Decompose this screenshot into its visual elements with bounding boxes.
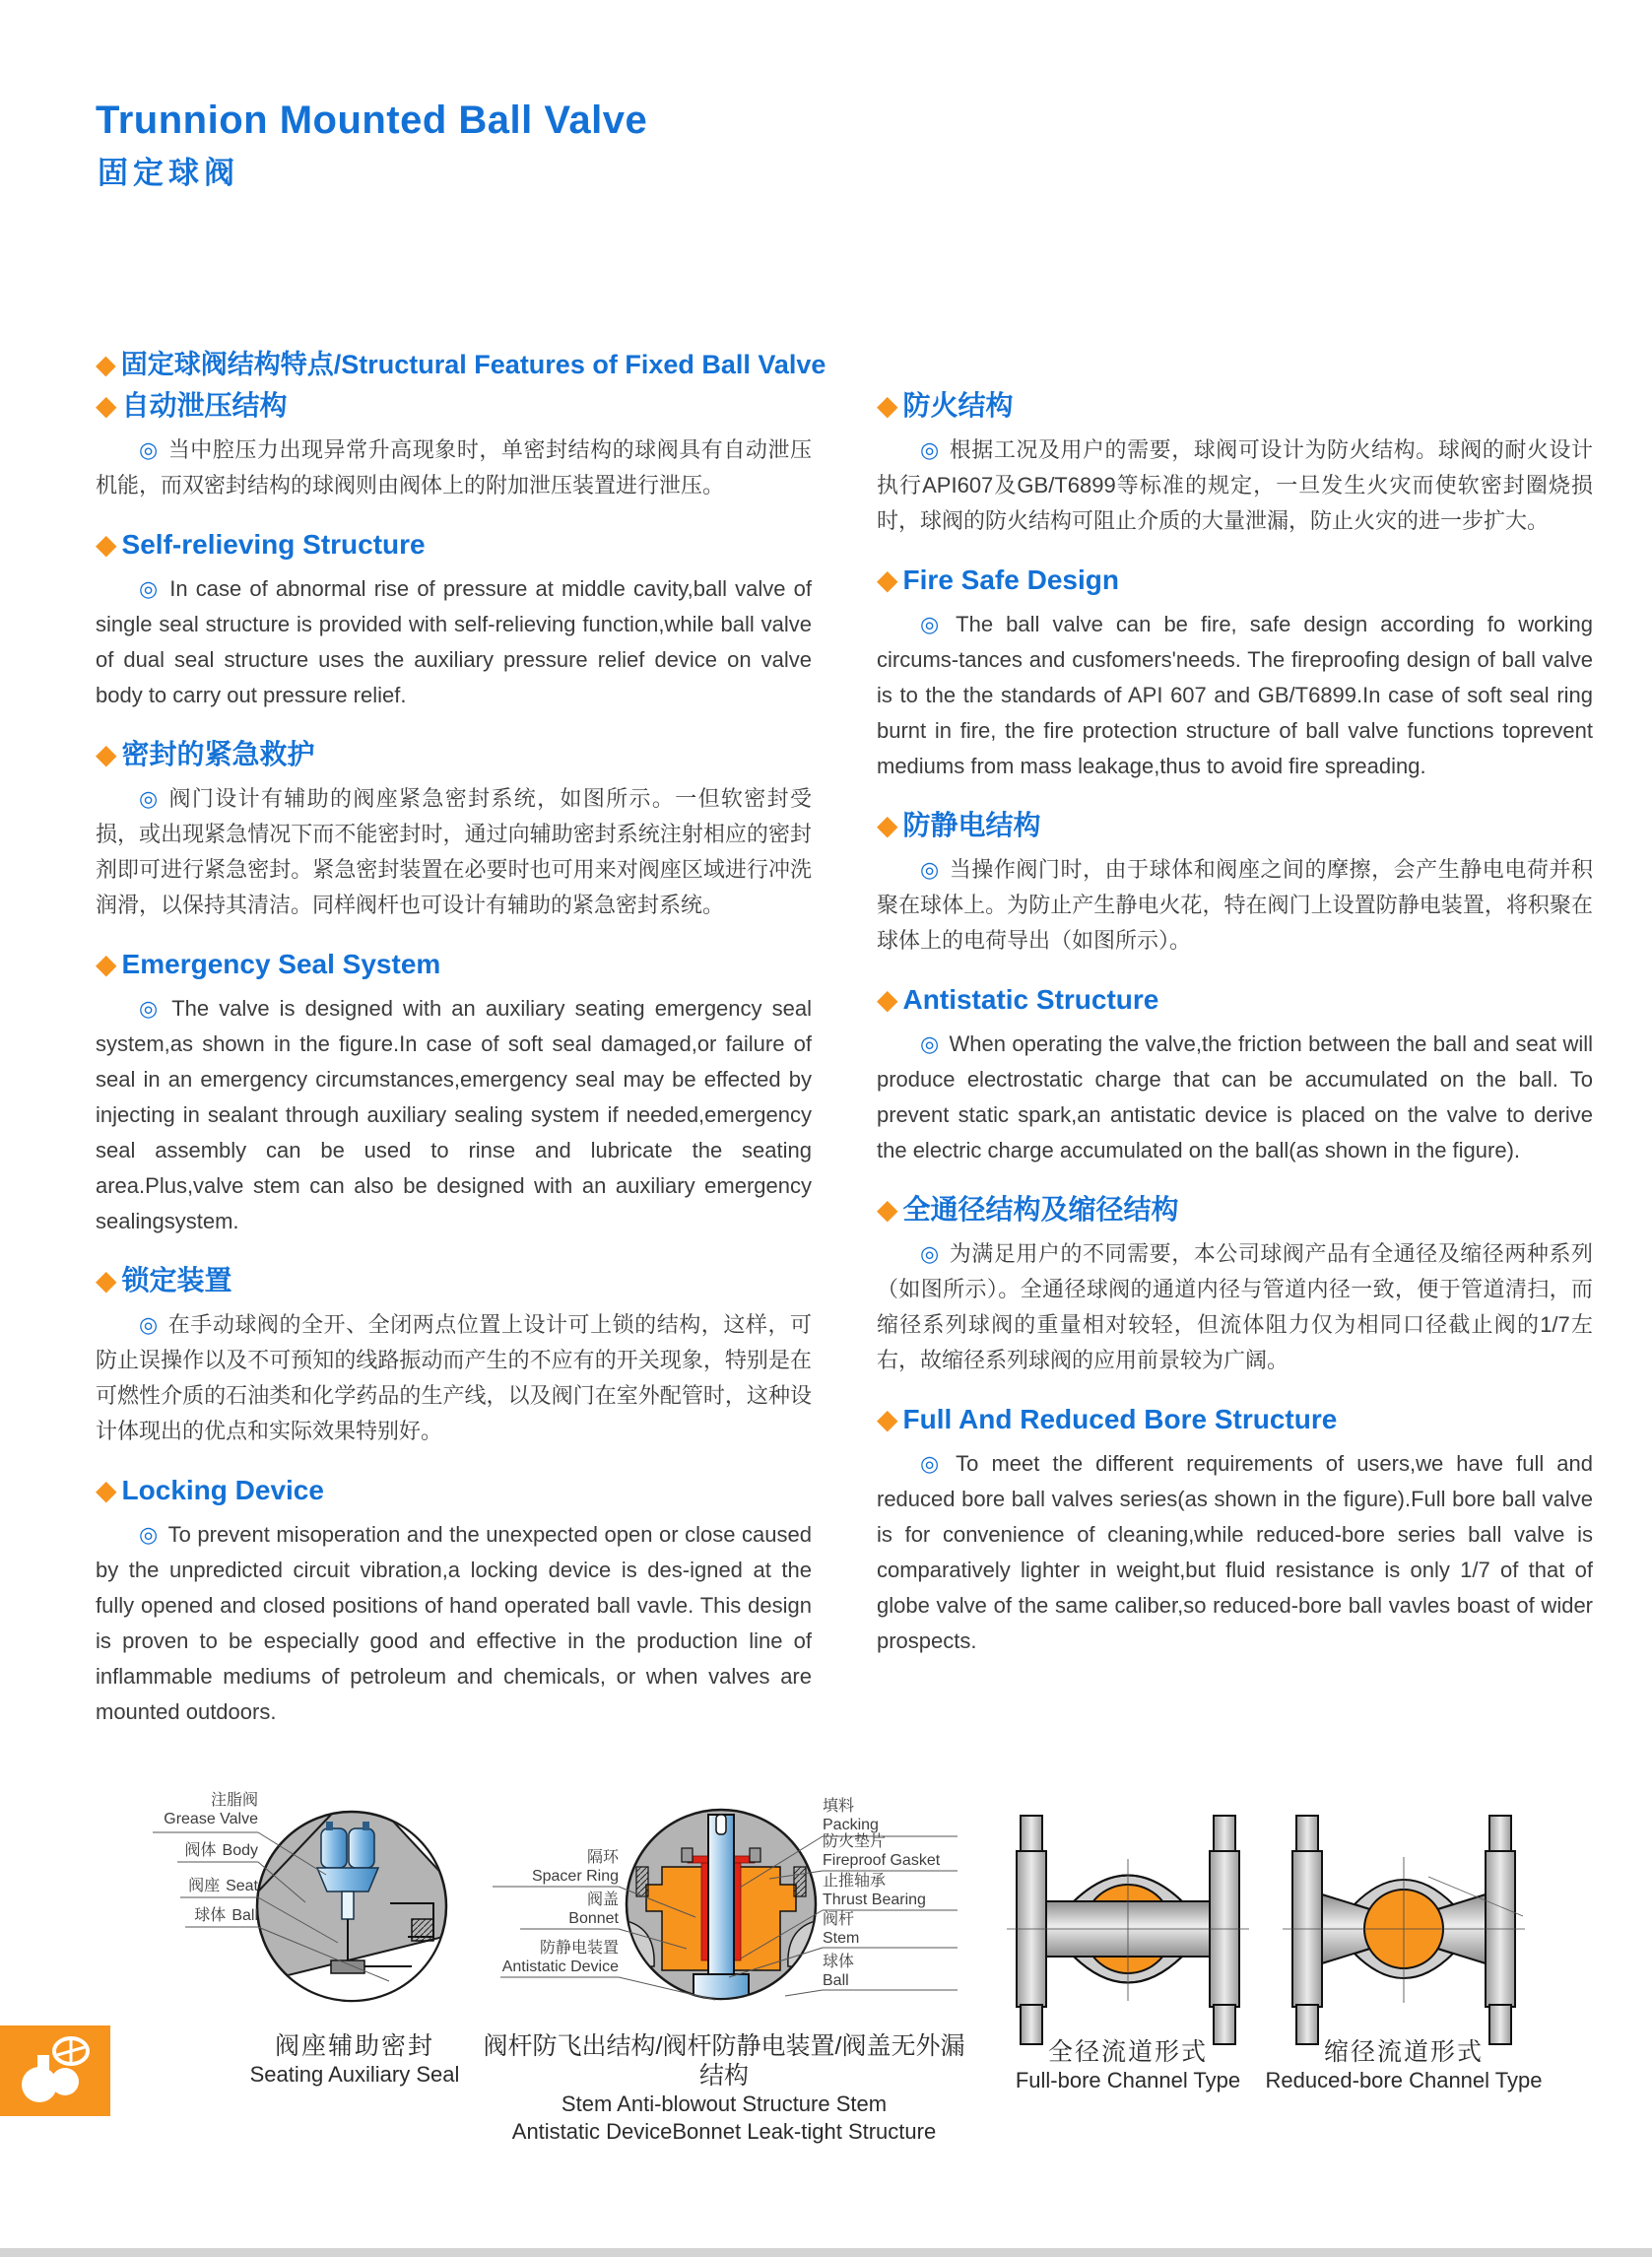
diamond-bullet-icon: ◆ [877,390,898,421]
caption-zh: 缩径流道形式 [1323,2038,1484,2066]
figure-caption [1251,2037,1556,2094]
feature-heading [96,529,812,561]
feature-paragraph-text: 当中腔压力出现异常升高现象时，单密封结构的球阀具有自动泄压机能，而双密封结构的球阀则由阀体上的附加泄压装置进行泄压。 [96,437,812,498]
paragraph-marker-icon: ◎ [920,612,947,636]
label-en: Ball [231,1907,258,1924]
reduced-bore-figure-svg [1281,1808,1527,2054]
paragraph-marker-icon: ◎ [139,576,161,601]
diamond-bullet-icon: ◆ [96,1475,117,1505]
paragraph-marker-icon: ◎ [139,786,160,811]
page-bottom-edge [0,2248,1652,2257]
figure-stem-structure [483,1773,965,2144]
feature-paragraph [96,1517,812,1730]
figure-caption [473,2031,975,2146]
feature-section-fire-safe-en [877,564,1593,784]
figure-reduced-bore [1265,1808,1543,2103]
feature-paragraph [877,1236,1593,1378]
feature-section-emergency-seal-en [96,949,812,1239]
feature-heading-text: 防静电结构 [902,810,1041,840]
feature-paragraph-text: The valve is designed with an auxiliary seating emergency seal system,as shown in the figure.In case of soft seal damaged,or failure of seal in an emergency circumstances,emergency seal may be effected by injecting in sealant through auxiliary sealing system if needed,emergency seal assembly can be used to rinse and lubricate the seating area.Plus,valve stem can also be designed with an auxiliary emergency sealingsystem. [96,996,812,1233]
diamond-bullet-icon: ◆ [877,1404,898,1434]
diamond-bullet-icon: ◆ [877,810,898,840]
caption-en: Reduced-bore Channel Type [1265,2068,1543,2092]
feature-paragraph [96,1307,812,1449]
feature-paragraph [96,571,812,713]
label-zh: 填料 [823,1798,855,1815]
label-en: Bonnet [568,1910,619,1927]
right-column [877,390,1593,1685]
feature-heading [96,390,812,422]
feature-paragraph [96,781,812,923]
label-en: Thrust Bearing [823,1892,926,1908]
feature-heading-text: Antistatic Structure [902,984,1159,1015]
feature-heading-text: 自动泄压结构 [121,390,288,421]
diamond-bullet-icon: ◆ [877,1194,898,1225]
label-en: Fireproof Gasket [823,1852,941,1869]
feature-paragraph-text: To prevent misoperation and the unexpected open or close caused by the unpredicted circuit vibration,a locking device is des-igned at the fully opened and closed positions of hand operated ball vavle. This design is proven to be especially good and effective in the production line of inflammable mediums of petroleum and chemicals, or when valves are mounted outdoors. [96,1522,812,1724]
feature-heading [877,984,1593,1016]
feature-paragraph-text: In case of abnormal rise of pressure at middle cavity,ball valve of single seal structure is provided with self-relieving function,while ball valve of dual seal structure uses the auxiliary pressure relief device on valve body to carry out pressure relief. [96,576,812,707]
label-zh: 防静电装置 [539,1940,619,1957]
label-grease-valve [99,1791,258,1828]
feature-section-locking-en [96,1475,812,1730]
feature-heading [96,1475,812,1506]
label-ball [823,1953,965,1990]
feature-paragraph [96,432,812,503]
feature-section-antistatic-en [877,984,1593,1168]
feature-heading [877,390,1593,422]
feature-section-self-relieving-zh [96,390,812,503]
paragraph-marker-icon: ◎ [920,1241,940,1266]
caption-en-line2: Antistatic DeviceBonnet Leak-tight Structure [511,2119,937,2144]
label-stem [823,1910,965,1948]
label-zh: 阀盖 [586,1892,619,1908]
diamond-bullet-icon: ◆ [877,564,898,595]
label-zh: 止推轴承 [823,1873,887,1890]
paragraph-marker-icon: ◎ [139,996,163,1021]
caption-en-line1: Stem Anti-blowout Structure Stem [561,2091,888,2116]
feature-heading-text: 锁定装置 [121,1265,232,1295]
feature-paragraph-text: The ball valve can be fire, safe design according fo working circums-tances and cusfomers'needs. The fireproofing design of ball valve is to the the standards of API 607 and GB/T6899.In case of soft seal ring burnt in fire, the fire protection structure of ball valve functions toprevent mediums from mass leakage,thus to avoid fire spreading. [877,612,1593,778]
full-bore-figure-svg [1005,1808,1251,2054]
feature-paragraph-text: To meet the different requirements of users,we have full and reduced bore ball valves series(as shown in the figure).Full bore ball valve is for convenience of cleaning,while reduced-bore series ball valve is comparatively lighter in weight,but fluid resistance is only 1/7 of that of globe valve of the same caliber,so reduced-bore ball vavles boast of wider prospects. [877,1451,1594,1653]
feature-paragraph-text: 阀门设计有辅助的阀座紧急密封系统，如图所示。一但软密封受损，或出现紧急情况下而不能密封时，通过向辅助密封系统注射相应的密封剂即可进行紧急密封。紧急密封装置在必要时也可用来对阀座区域进行冲洗润滑，以保持其清洁。同样阀杆也可设计有辅助的紧急密封系统。 [96,786,812,917]
label-zh: 隔环 [586,1849,619,1866]
feature-heading-text: 密封的紧急救护 [121,739,315,769]
left-column [96,390,812,1756]
figure-caption [975,2037,1281,2094]
feature-paragraph-text: When operating the valve,the friction between the ball and seat will produce electrostatic charge that can be accumulated on the ball. To prevent static spark,an antistatic device is placed on the valve to derive the electric charge accumulated on the ball(as shown in the figure). [877,1031,1593,1162]
feature-heading [877,810,1593,841]
figure-full-bore [1005,1808,1251,2103]
label-zh: 阀杆 [823,1911,855,1928]
feature-paragraph [877,607,1593,784]
paragraph-marker-icon: ◎ [139,1522,159,1547]
feature-section-fire-safe-zh [877,390,1593,539]
feature-heading [96,739,812,770]
feature-section-self-relieving-en [96,529,812,713]
feature-section-antistatic-zh [877,810,1593,959]
label-thrust-bearing [823,1872,965,1909]
label-ball [99,1906,258,1925]
feature-section-locking-zh [96,1265,812,1449]
ball-valve-logo-icon [0,2025,110,2121]
page-title-zh: 固定球阀 [98,156,239,190]
label-en: Seat [226,1878,258,1894]
diamond-bullet-icon: ◆ [96,739,117,769]
feature-paragraph [96,991,812,1239]
diamond-bullet-icon: ◆ [96,949,117,979]
paragraph-marker-icon: ◎ [920,437,940,462]
label-zh: 阀体 [184,1842,217,1859]
feature-heading-text: 防火结构 [902,390,1014,421]
feature-heading [877,1404,1593,1435]
label-en: Grease Valve [164,1811,258,1827]
caption-en: Full-bore Channel Type [1015,2068,1241,2092]
feature-heading [96,1265,812,1296]
label-seat [99,1877,258,1895]
page-title: Trunnion Mounted Ball Valve [96,99,648,142]
label-en: Stem [823,1930,860,1947]
diamond-bullet-icon: ◆ [96,390,117,421]
diamond-bullet-icon: ◆ [96,1265,117,1295]
label-zh: 注脂阀 [210,1792,258,1809]
feature-section-bore-en [877,1404,1593,1659]
label-bonnet [491,1891,619,1928]
feature-paragraph-text: 当操作阀门时，由于球体和阀座之间的摩擦，会产生静电电荷并积聚在球体上。为防止产生静电火花，特在阀门上设置防静电装置，将积聚在球体上的电荷导出（如图所示）。 [877,857,1593,953]
feature-paragraph [877,432,1593,539]
paragraph-marker-icon: ◎ [920,857,940,882]
feature-heading [96,949,812,980]
label-body [99,1841,258,1860]
label-zh: 球体 [823,1954,855,1970]
label-zh: 阀座 [188,1878,221,1894]
label-zh: 防火垫片 [823,1833,887,1850]
section-title-text: 固定球阀结构特点/Structural Features of Fixed Ball Valve [120,350,826,379]
caption-zh: 阀座辅助密封 [274,2032,434,2060]
label-en: Body [222,1842,258,1859]
figure-caption [207,2031,502,2089]
feature-paragraph [877,1027,1593,1168]
label-en: Ball [823,1972,849,1989]
caption-zh: 阀杆防飞出结构/阀杆防静电装置/阀盖无外漏结构 [483,2032,965,2090]
figure-seat-auxiliary-seal [99,1773,532,2087]
feature-heading-text: Emergency Seal System [121,949,441,979]
label-packing [823,1797,965,1834]
feature-paragraph [877,852,1593,959]
feature-heading-text: Fire Safe Design [902,564,1119,595]
label-en: Spacer Ring [531,1868,619,1885]
feature-heading-text: Full And Reduced Bore Structure [902,1404,1338,1434]
label-fireproof-gasket [823,1832,965,1870]
feature-heading-text: Self-relieving Structure [121,529,426,560]
diamond-bullet-icon: ◆ [877,984,898,1015]
label-zh: 球体 [194,1907,227,1924]
feature-section-bore-zh [877,1194,1593,1378]
diamond-bullet-icon: ◆ [96,350,116,379]
feature-heading [877,1194,1593,1226]
feature-paragraph [877,1446,1593,1659]
paragraph-marker-icon: ◎ [920,1031,940,1056]
feature-section-emergency-seal-zh [96,739,812,923]
label-spacer-ring [491,1848,619,1886]
caption-zh: 全径流道形式 [1047,2038,1208,2066]
label-en: Antistatic Device [501,1958,619,1975]
feature-heading-text: 全通径结构及缩径结构 [902,1194,1179,1225]
paragraph-marker-icon: ◎ [920,1451,947,1476]
paragraph-marker-icon: ◎ [139,1312,159,1337]
label-antistatic-device [491,1939,619,1976]
label-en: Packing [823,1817,879,1833]
section-title [96,343,826,381]
feature-paragraph-text: 在手动球阀的全开、全闭两点位置上设计可上锁的结构，这样，可防止误操作以及不可预知的线路振动而产生的不应有的开关现象，特别是在可燃性介质的石油类和化学药品的生产线，以及阀门在室外配管时，这种设计体现出的优点和实际效果特别好。 [96,1312,812,1443]
feature-heading-text: Locking Device [121,1475,324,1505]
diamond-bullet-icon: ◆ [96,529,117,560]
caption-en: Seating Auxiliary Seal [249,2062,460,2087]
feature-heading [877,564,1593,596]
feature-paragraph-text: 为满足用户的不同需要，本公司球阀产品有全通径及缩径两种系列（如图所示）。全通径球阀的通道内径与管道内径一致，便于管道清扫，而缩径系列球阀的重量相对较轻，但流体阻力仅为相同口径截止阀的1/7左右，故缩径系列球阀的应用前景较为广阔。 [877,1241,1593,1372]
feature-paragraph-text: 根据工况及用户的需要，球阀可设计为防火结构。球阀的耐火设计执行API607及GB/T6899等标准的规定，一旦发生火灾而使软密封圈烧损时，球阀的防火结构可阻止介质的大量泄漏，防止火灾的进一步扩大。 [877,437,1593,533]
paragraph-marker-icon: ◎ [139,437,159,462]
